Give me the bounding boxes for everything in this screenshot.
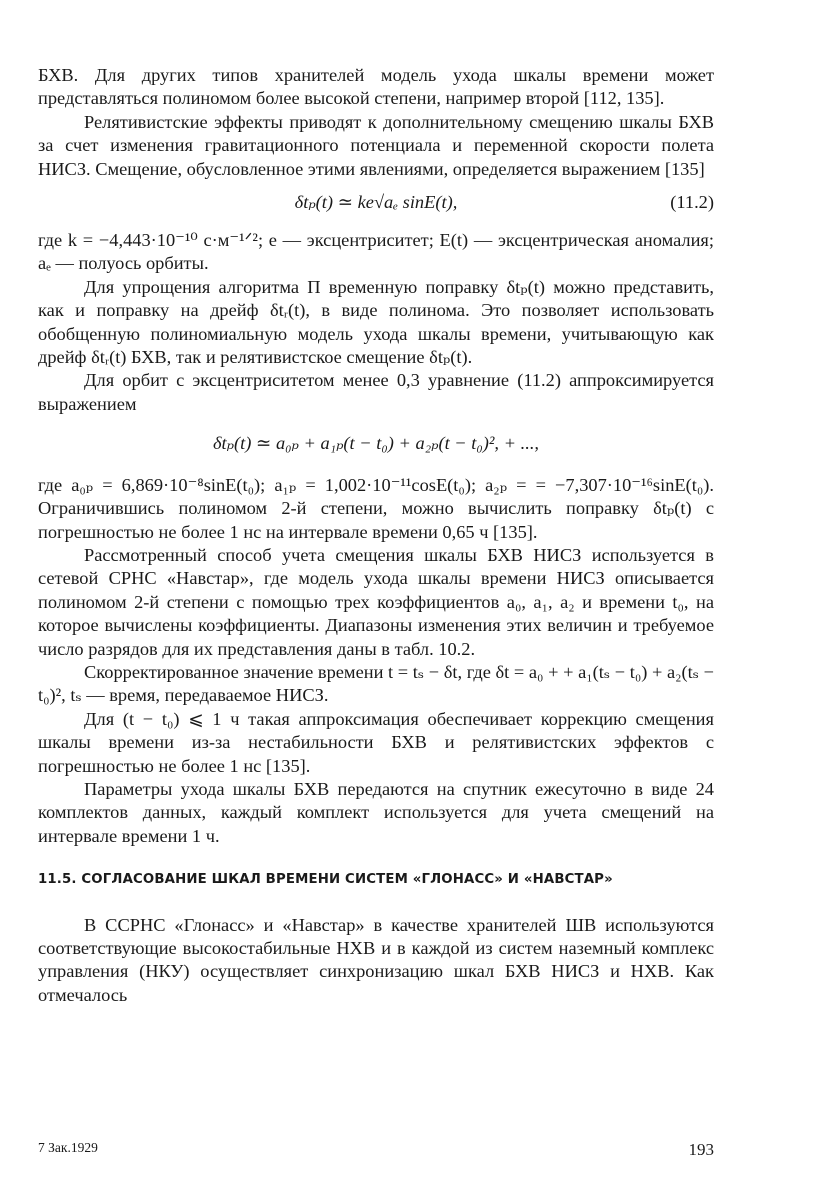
page-number: 193 <box>688 1140 714 1159</box>
paragraph-3: где k = −4,443·10⁻¹⁰ с·м⁻¹ᐟ²; e — эксцентриситет; E(t) — эксцентрическая аномалия; aₑ — полуось орбиты. <box>38 230 714 274</box>
equation-11-2 <box>38 191 714 217</box>
paragraph-10: Параметры ухода шкалы БХВ передаются на спутник ежесуточно в виде 24 комплектов данных, каждый комплект используется для учета смещений на интервале времени 1 ч. <box>38 778 714 846</box>
paragraph-11: В ССРНС «Глонасс» и «Навстар» в качестве хранителей ШВ используются соответствующие высокостабильные НХВ и в каждой из систем наземный комплекс управления (НКУ) осуществляет синхронизацию шкал БХВ НИСЗ и НХВ. Как отмечалось <box>38 914 714 1005</box>
page-body <box>38 64 714 1007</box>
paragraph-9: Для (t − t₀) ⩽ 1 ч такая аппроксимация обеспечивает коррекцию смещения шкалы времени из-за нестабильности БХВ и релятивистских эффектов с погрешностью не более 1 нс [135]. <box>38 708 714 776</box>
paragraph-4: Для упрощения алгоритма П временную поправку δtₚ(t) можно представить, как и поправку на дрейф δtᵣ(t), в виде полинома. Это позволяет использовать обобщенную полиномиальную модель ухода шкалы времени, учитывающую как дрейф δtᵣ(t) БХВ, так и релятивистское смещение δtₚ(t). <box>38 276 714 368</box>
paragraph-8: Скорректированное значение времени t = tₛ − δt, где δt = a₀ + + a₁(tₛ − t₀) + a₂(tₛ − t₀)², tₛ — время, передаваемое НИСЗ. <box>38 661 714 706</box>
printer-signature: 7 Зак.1929 <box>38 1140 98 1155</box>
paragraph-6: где a₀ₚ = 6,869·10⁻⁸sinE(t₀); a₁ₚ = 1,002·10⁻¹¹cosE(t₀); a₂ₚ = = −7,307·10⁻¹⁶sinE(t₀). Ограничившись полиномом 2-й степени, можно вычислить поправку δtₚ(t) с погрешностью не более 1 нс на интервале времени 0,65 ч [135]. <box>38 474 714 542</box>
equation-polynomial: δtₚ(t) ≃ a₀ₚ + a₁ₚ(t − t₀) + a₂ₚ(t − t₀)², + ..., <box>212 433 540 454</box>
paragraph-1: БХВ. Для других типов хранителей модель ухода шкалы времени может представляться полиномом более высокой степени, например второй [112, 135]. <box>38 65 714 109</box>
paragraph-2: Релятивистские эффекты приводят к дополнительному смещению шкалы БХВ за счет изменения гравитационного потенциала и переменной скорости полета НИСЗ. Смещение, обусловленное этими явлениями, определяется выражением [135] <box>38 111 714 179</box>
section-heading: 11.5. СОГЛАСОВАНИЕ ШКАЛ ВРЕМЕНИ СИСТЕМ «ГЛОНАСС» И «НАВСТАР» <box>38 872 613 888</box>
page-footer <box>38 1140 714 1160</box>
paragraph-5: Для орбит с эксцентриситетом менее 0,3 уравнение (11.2) аппроксимируется выражением <box>38 370 714 414</box>
equation-11-2-number: (11.2) <box>670 192 714 213</box>
paragraph-7: Рассмотренный способ учета смещения шкалы БХВ НИСЗ используется в сетевой СРНС «Навстар», где модель ухода шкалы времени НИСЗ описывается полиномом 2-й степени с помощью трех коэффициентов a₀, a₁, a₂ и времени t₀, на которое вычислены коэффициенты. Диапазоны изменения этих величин и требуемое число разрядов для их представления даны в табл. 10.2. <box>38 544 714 659</box>
equation-11-2-formula: δtₚ(t) ≃ ke√aₑ sinE(t), <box>294 192 458 213</box>
